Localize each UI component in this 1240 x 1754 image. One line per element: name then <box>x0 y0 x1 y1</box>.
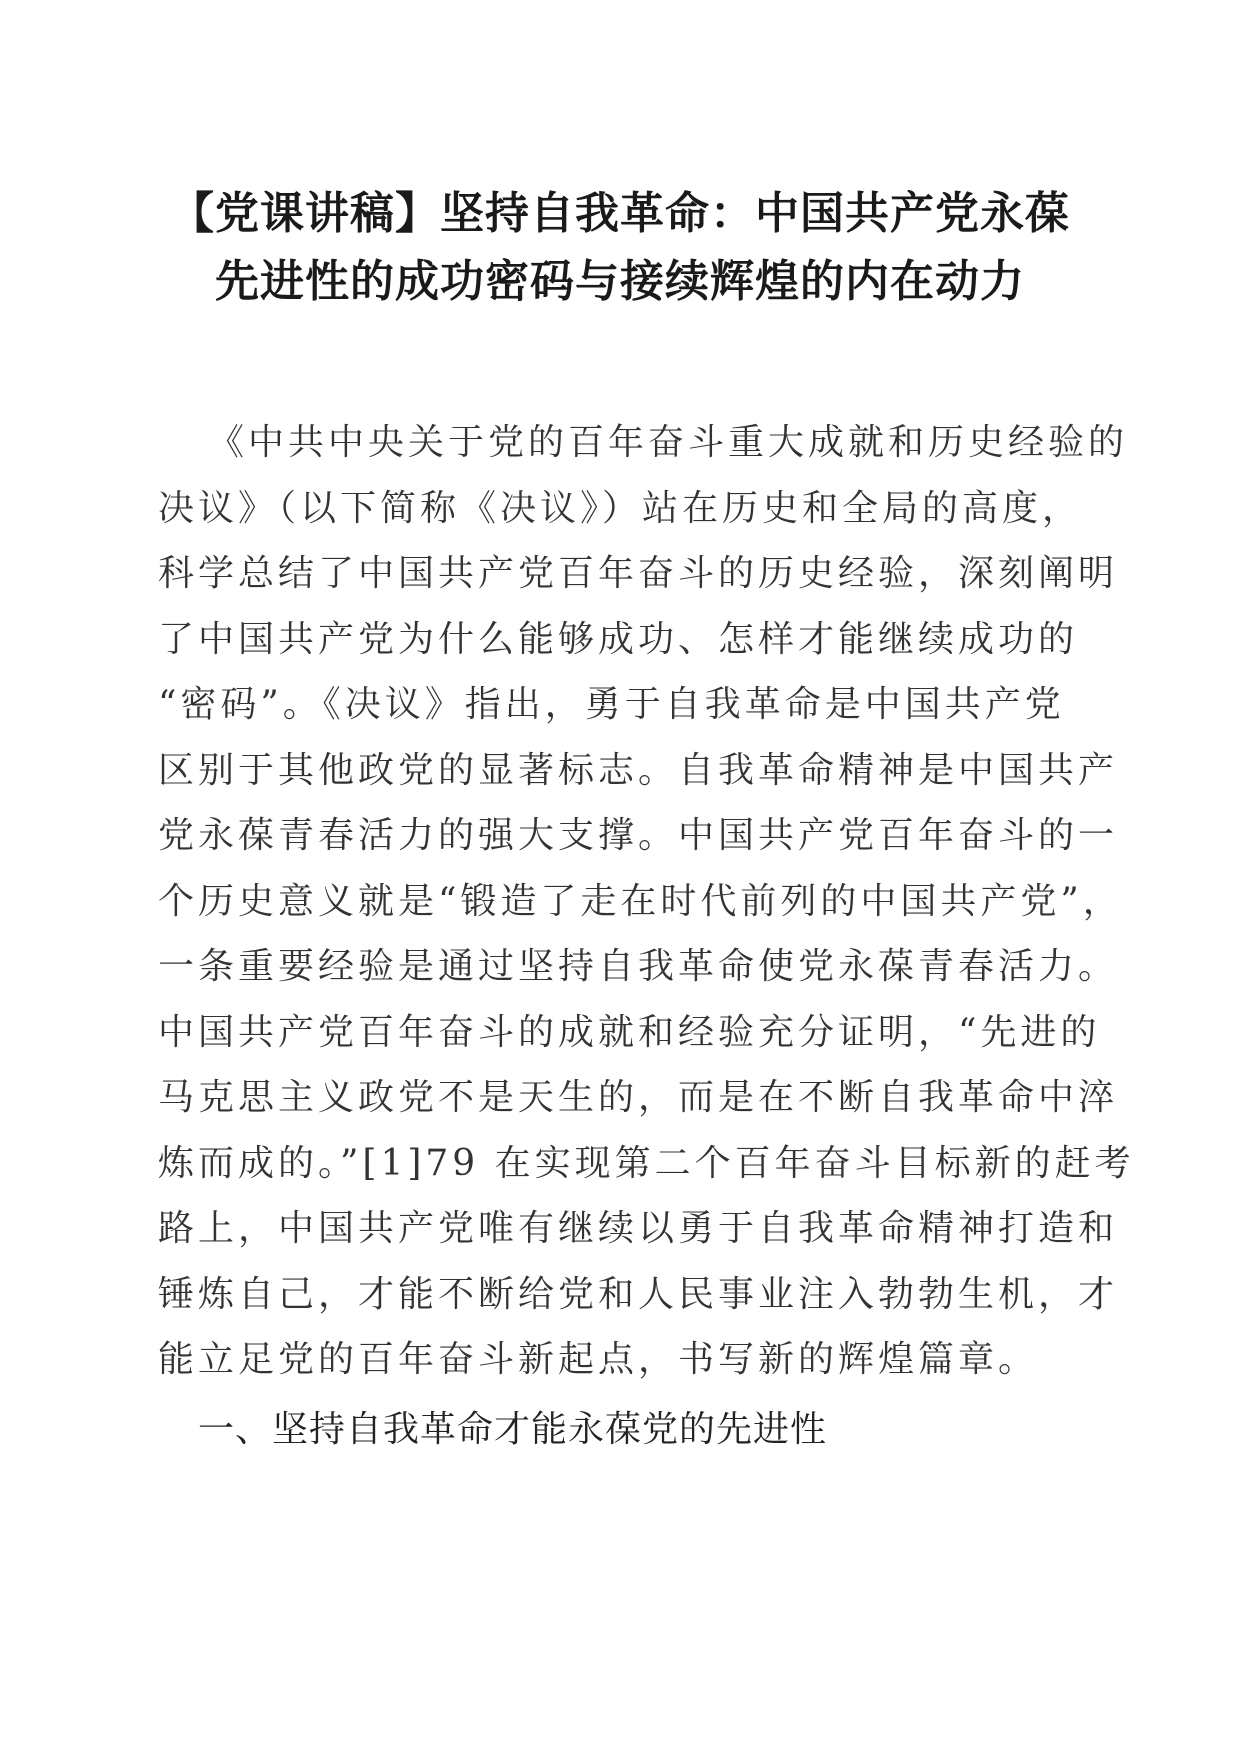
paragraph-line: 能立足党的百年奋斗新起点，书写新的辉煌篇章。 <box>158 1339 1039 1380</box>
document-title <box>150 180 1090 316</box>
paragraph-line: 了中国共产党为什么能够成功、怎样才能继续成功的 <box>158 618 1079 660</box>
paragraph-line: 科学总结了中国共产党百年奋斗的历史经验，深刻阐明 <box>158 553 1119 594</box>
paragraph-line: 炼而成的。”[1]79 在实现第二个百年奋斗目标新的赶考 <box>158 1142 1135 1184</box>
paragraph-line: 一条重要经验是通过坚持自我革命使党永葆青春活力。 <box>158 946 1119 987</box>
paragraph-line: 中国共产党百年奋斗的成就和经验充分证明，“先进的 <box>158 1011 1101 1053</box>
paragraph-line: “密码”。《决议》指出，勇于自我革命是中国共产党 <box>158 684 1065 725</box>
paragraph-line: 决议》（以下简称《决议》）站在历史和全局的高度， <box>158 487 1083 529</box>
paragraph-line: 党永葆青春活力的强大支撑。中国共产党百年奋斗的一 <box>158 815 1119 856</box>
paragraph-line: 区别于其他政党的显著标志。自我革命精神是中国共产 <box>158 749 1119 791</box>
paragraph-line: 路上，中国共产党唯有继续以勇于自我革命精神打造和 <box>158 1208 1119 1249</box>
paragraph-line: 《中共中央关于党的百年奋斗重大成就和历史经验的 <box>208 422 1129 463</box>
paragraph-line: 马克思主义政党不是天生的，而是在不断自我革命中淬 <box>158 1077 1119 1118</box>
title-line: 先进性的成功密码与接续辉煌的内在动力 <box>215 256 1025 307</box>
title-line: 【党课讲稿】坚持自我革命：中国共产党永葆 <box>170 188 1070 239</box>
intro-paragraph <box>158 410 1135 1393</box>
paragraph-line: 个历史意义就是“锻造了走在时代前列的中国共产党”， <box>158 880 1123 922</box>
paragraph-line: 锤炼自己，才能不断给党和人民事业注入勃勃生机，才 <box>158 1273 1119 1315</box>
section-heading: 一、坚持自我革命才能永葆党的先进性 <box>198 1409 828 1450</box>
